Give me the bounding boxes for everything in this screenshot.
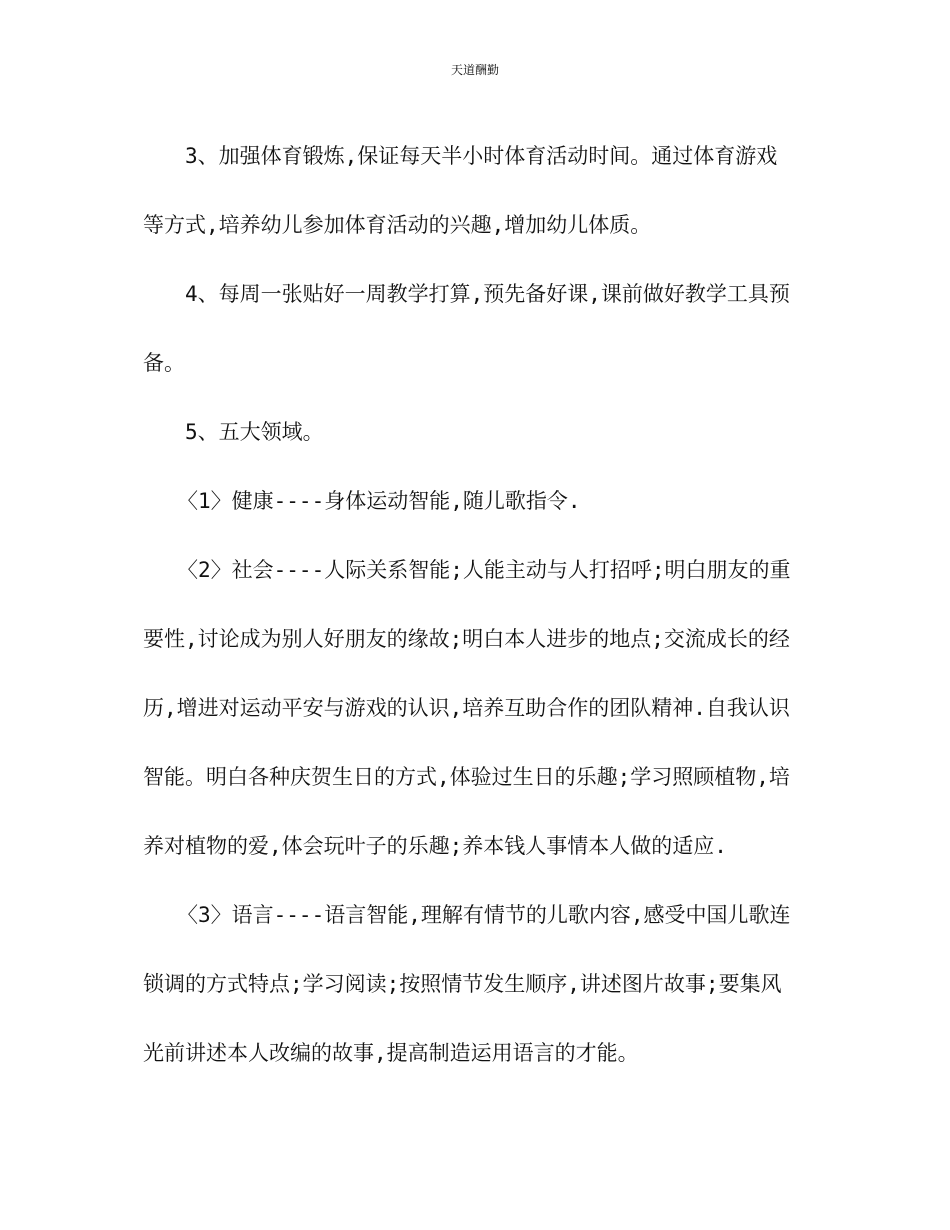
paragraph-line: 〈3〉语言----语言智能,理解有情节的儿歌内容,感受中国儿歌连 <box>177 903 791 927</box>
paragraph-line: 〈2〉社会----人际关系智能;人能主动与人打招呼;明白朋友的重 <box>177 558 791 582</box>
page-header: 天道酬勤 <box>450 63 499 77</box>
paragraph-line: 智能。明白各种庆贺生日的方式,体验过生日的乐趣;学习照顾植物,培 <box>143 765 790 789</box>
paragraph-line: 5、五大领域。 <box>185 420 324 444</box>
paragraph-line: 3、加强体育锻炼,保证每天半小时体育活动时间。通过体育游戏 <box>185 144 778 168</box>
paragraph-line: 要性,讨论成为别人好朋友的缘故;明白本人进步的地点;交流成长的经 <box>143 627 790 651</box>
paragraph-line: 4、每周一张贴好一周教学打算,预先备好课,课前做好教学工具预 <box>185 282 790 306</box>
document-body <box>143 122 813 1088</box>
paragraph-line: 历,增进对运动平安与游戏的认识,培养互助合作的团队精神.自我认识 <box>143 696 790 720</box>
paragraph-line: 等方式,培养幼儿参加体育活动的兴趣,增加幼儿体质。 <box>143 213 652 237</box>
paragraph-line: 备。 <box>143 351 185 375</box>
paragraph-line: 锁调的方式特点;学习阅读;按照情节发生顺序,讲述图片故事;要集风 <box>143 972 782 996</box>
paragraph-line: 光前讲述本人改编的故事,提高制造运用语言的才能。 <box>143 1041 639 1065</box>
paragraph-line: 养对植物的爱,体会玩叶子的乐趣;养本钱人事情本人做的适应. <box>143 834 727 858</box>
paragraph-line: 〈1〉健康----身体运动智能,随儿歌指令. <box>177 489 581 513</box>
